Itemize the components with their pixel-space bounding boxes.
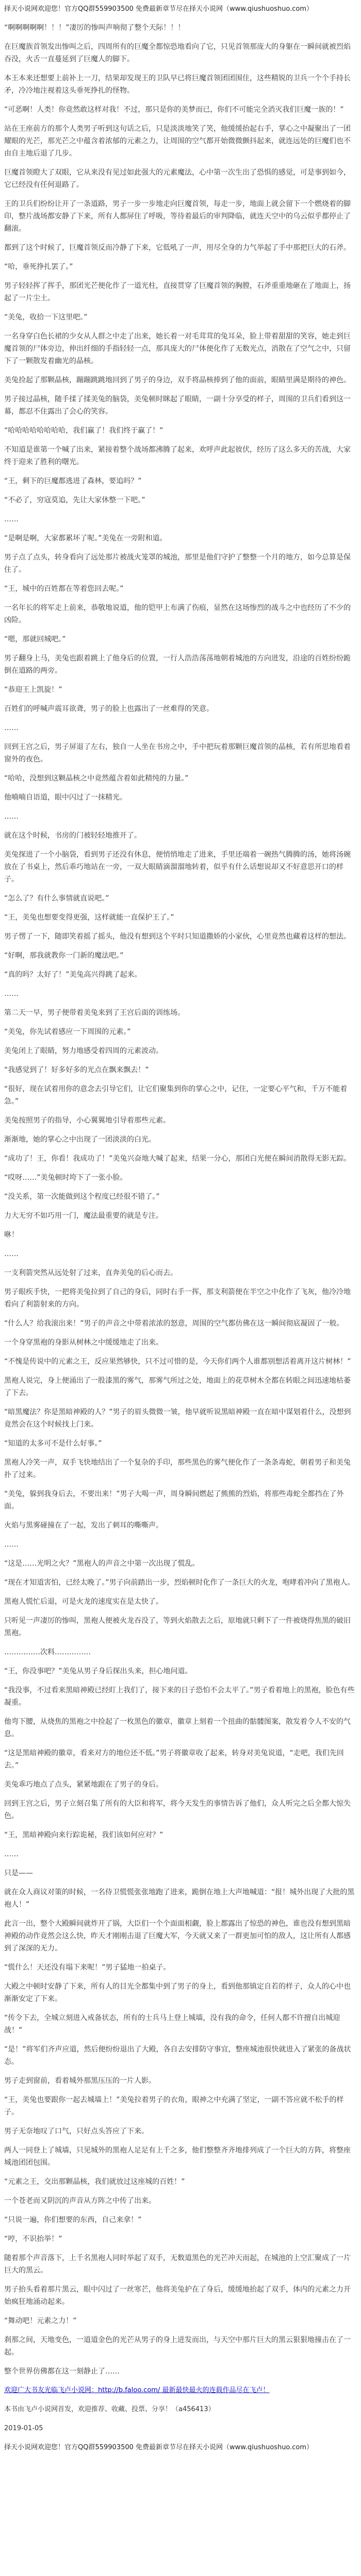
story-paragraph: “哎呀……”美兔顿时垮下了一张小脸。 [4, 1174, 127, 1182]
story-paragraph: 就在这个时候，书房的门被轻轻地推开了。 [4, 832, 141, 840]
story-paragraph: 男子愣了一下，随即笑着摇了摇头，他没有想到这个平时只知道撒娇的小家伙，心里竟然也藏着这样的想法。 [4, 933, 351, 941]
story-paragraph: “元素之王，交出那颗晶核，我们就放过这座城的百姓！” [4, 2178, 185, 2186]
story-paragraph: 一个身穿黑袍的身影从树林之中缓缓地走了出来。 [4, 1338, 163, 1347]
story-paragraph: 一名年长的将军走上前来，恭敬地说道，他的铠甲上布满了伤痕，显然在这场惨烈的战斗之中也经历了不少的凶险。 [4, 604, 351, 624]
story-paragraph: 回到王宫之后，男子屏退了左右，独自一人坐在书房之中，手中把玩着那颗巨魔首领的晶核，若有所思地看着窗外的夜色。 [4, 743, 351, 764]
story-paragraph: “暗黑魔法？你是黑暗神殿的人？”男子的眉头微微一皱，他早就听说黑暗神殿一直在暗中谋划着什么，没想到竟然会在这个时候找上门来。 [4, 1408, 351, 1429]
story-paragraph: “没关系，第一次能做到这个程度已经很不错了。” [4, 1193, 160, 1201]
story-paragraph: 站在王座前方的那个人类男子听到这句话之后，只是淡淡地笑了笑，他缓缓抬起右手，掌心之中凝聚出了一团耀眼的光芒，那光芒之中蕴含着浓郁的元素之力，让周围的空气都开始微微颤抖起来，就连远处的巨魔们也不由自主地后退了几步。 [4, 125, 351, 158]
story-paragraph: “传令下去，全城立刻进入戒备状态，所有的士兵马上登上城墙，没有我的命令，任何人都不许擅自出城迎战！” [4, 2014, 340, 2035]
story-paragraph: 王的卫兵们纷纷让开了一条道路，男子一步一步地走向巨魔首领，每走一步，地面上就会留下一个燃烧着的脚印，整片战场都安静了下来，所有人都屏住了呼吸，等待着最后的审判降临，就连天空中的乌云似乎都停止了翻滚。 [4, 200, 351, 233]
story-paragraph: “不必了，穷寇莫追，先让大家休整一下吧。” [4, 496, 145, 504]
story-paragraph: “怎么了？有什么事情就直说吧。” [4, 894, 109, 903]
story-paragraph: 男子走到窗前，看着城外那黑压压的一片人影。 [4, 2077, 156, 2085]
story-paragraph: “现在才知道害怕，已经太晚了。”男子向前踏出一步，烈焰顿时化作了一条巨大的火龙，咆哮着冲向了黑袍人。 [4, 1579, 355, 1587]
story-paragraph: 都到了这个时候了，巨魔首领反而冷静了下来，它低吼了一声，用尽全身的力气举起了手中那把巨大的石斧。 [4, 244, 351, 252]
story-paragraph: “成功了！王，你看！我成功了！”美兔兴奋地大喊了起来，结果一分心，那团白光便在瞬间消散得无影无踪。 [4, 1155, 351, 1163]
story-paragraph: …… [4, 990, 19, 998]
story-paragraph: 美兔探进了一个小脑袋，看到男子还没有休息，便悄悄地走了进来，手里还端着一碗热气腾腾的汤，她将汤碗放在了书桌上，然后乖巧地站在一旁，一双大眼睛滴溜溜地转着，似乎有什么话想说却又不好意思开口的样子。 [4, 851, 351, 884]
story-paragraph: “好啊，那我就教你一门新的魔法吧。” [4, 952, 124, 960]
story-paragraph: “这是黑暗神殿的徽章，看来对方的地位还不低。”男子将徽章收了起来，转身对美兔说道，“走吧，我们先回去。” [4, 1749, 344, 1770]
story-paragraph: 黑袍人冷笑一声，双手飞快地结出了一个复杂的手印，那些黑色的雾气便化作了一条条毒蛇，朝着男子和美兔扑了过来。 [4, 1459, 351, 1479]
story-paragraph: 随着那个声音落下，上千名黑袍人同时举起了双手，无数道黑色的光芒冲天而起，在城池的上空汇聚成了一片巨大的黑云。 [4, 2254, 351, 2275]
story-paragraph: 男子点了点头，转身看向了远处那片被战火笼罩的城池，那里是他们守护了整整一个月的地方，如今总算是保住了。 [4, 553, 351, 574]
story-paragraph: 男子抬头看着那片黑云，眼中闪过了一丝寒芒，他将美兔护在了身后，缓缓地抬起了双手，体内的元素之力开始疯狂地涌动起来。 [4, 2285, 351, 2306]
story-paragraph: 只听见一声凄厉的惨叫，黑袍人便被火龙吞没了，等到火焰散去之后，原地就只剩下了一件被烧得焦黑的破旧黑袍。 [4, 1617, 351, 1637]
story-paragraph: “我没事，不过看来黑暗神殿已经盯上我们了，接下来的日子恐怕不会太平了。”男子看着地上的黑袍，脸色有些凝重。 [4, 1686, 355, 1707]
story-paragraph: “舞动吧！元素之力！” [4, 2317, 77, 2325]
story-paragraph: “嗯，那就回城吧。” [4, 635, 66, 643]
story-paragraph: 男子轻轻挥了挥手，那团光芒便化作了一道光柱，直接贯穿了巨魔首领的胸膛，石斧重重地砸在了地面上，扬起了一片尘土。 [4, 282, 351, 302]
story-paragraph: “哈哈，没想到这颗晶核之中竟然蕴含着如此精纯的力量。” [4, 774, 189, 783]
story-paragraph: 整个世界仿佛都在这一刻静止了…… [4, 2367, 120, 2376]
story-paragraph: “什么人？给我滚出来！”男子的声音之中带着浓浓的怒意，周围的空气都仿佛在这一瞬间彻底凝固了一般。 [4, 1319, 344, 1328]
story-paragraph: “慌什么！天还没有塌下来呢！”男子猛地一拍桌子。 [4, 1963, 171, 1972]
story-paragraph: “王，你没事吧？”美兔从男子身后探出头来，担心地问道。 [4, 1667, 192, 1675]
story-paragraph: 只是—— [4, 1869, 33, 1877]
story-paragraph: “啊啊啊啊啊！！！”凄厉的惨叫声响彻了整个天际！！！ [4, 24, 185, 32]
story-paragraph: 一支利箭突然从远处射了过来，直奔美兔的后心而去。 [4, 1269, 177, 1277]
story-paragraph: “王，黑暗神殿向来行踪诡秘，我们该如何应对？” [4, 1831, 163, 1839]
story-paragraph: “是！”将军们齐声应道，然后便纷纷退出了大殿，各自去安排防守事宜，整座城池很快就进入了紧张的备战状态。 [4, 2045, 351, 2066]
story-paragraph: “美兔，躲到我身后去，不要出来！”男子大喝一声，周身瞬间燃起了熊熊的烈焰，将那些毒蛇全都挡在了外面。 [4, 1490, 344, 1511]
story-paragraph: 美兔按照男子的指导，小心翼翼地引导着那些元素。 [4, 1116, 170, 1125]
story-paragraph: 咻！ [4, 1231, 19, 1239]
story-paragraph: 不知道是谁第一个喊了出来，紧接着整个战场都沸腾了起来，欢呼声此起彼伏，经历了这么多天的苦战，大家终于迎来了胜利的曙光。 [4, 446, 351, 466]
story-paragraph: “哈，垂死挣扎罢了。” [4, 263, 73, 271]
post-date: 2019-01-05 [4, 2425, 43, 2432]
story-paragraph: “王，剩下的巨魔都逃进了森林，要追吗？” [4, 477, 142, 485]
story-paragraph: “恭迎王上凯旋！” [4, 686, 62, 694]
promo-link[interactable]: 欢迎广大书友光临飞卢小说网：http://b.faloo.com/ 最新最快最火的连载作品尽在飞卢！ [4, 2386, 270, 2394]
story-paragraph: “可恶啊！人类！你竟然敢这样对我！不过，那只是你的美梦而已，你们不可能完全消灭我们巨魔一族的！” [4, 106, 344, 114]
story-paragraph: 力大无穷不如巧用一门，魔法最重要的就是专注。 [4, 1212, 163, 1220]
story-paragraph: “哈哈哈哈哈哈哈哈，我们赢了！我们终于赢了！” [4, 427, 163, 435]
story-paragraph: 本王本来还想要上前补上一刀，结果却发现王的卫队早已将巨魔首领团团围住，这些精锐的卫兵一个个手持长矛，冷冷地注视着这头垂死挣扎的怪物。 [4, 74, 351, 95]
story-paragraph: 巨魔首领瞪大了双眼，它从来没有见过如此强大的元素魔法，心中第一次生出了恐惧的感觉，可是事到如今，它已经没有任何退路了。 [4, 168, 351, 189]
story-paragraph: 在巨魔族首领发出惨叫之后，四周所有的巨魔全都惊恐地看向了它，只见首领那庞大的身躯在一瞬间就被烈焰吞没，火舌一直蔓延到了巨魔人的脚下。 [4, 43, 351, 63]
promo-note: 本书由飞卢小说网首发，欢迎推荐、收藏、投票、分享！（a456413） [4, 2405, 215, 2413]
story-paragraph: 第二天一早，男子便带着美兔来到了王宫后面的训练场。 [4, 1009, 185, 1017]
story-paragraph: 一名身穿白色长裙的少女从人群之中走了出来，她长着一对毛茸茸的兔耳朵，脸上带着甜甜的笑容，她走到巨魔首领的尸体旁边，伸出纤细的手指轻轻一点，那具庞大的尸体便化作了无数光点，消散在了空气之中，只留下了一颗散发着幽光的晶核。 [4, 332, 351, 365]
story-paragraph: 黑袍人慌忙后退，可是火龙的速度实在是太快了。 [4, 1598, 163, 1606]
story-paragraph: 此言一出，整个大殿瞬间就炸开了锅，大臣们一个个面面相觑，脸上都露出了惊恐的神色，谁也没有想到黑暗神殿的动作竟然会这么快，昨天才刚刚击退了巨魔大军，今天就又来了一群更加可怕的敌人，这让所有人都感到了深深的无力。 [4, 1920, 351, 1953]
story-paragraph: 男子翻身上马，美兔也跟着跳上了他身后的位置，一行人浩浩荡荡地朝着城池的方向进发，沿途的百姓纷纷跪倒在道路的两旁。 [4, 654, 351, 675]
story-paragraph: 回到王宫之后，男子立刻召集了所有的大臣和将军，将今天发生的事情告诉了他们，众人听完之后全都大惊失色。 [4, 1800, 351, 1820]
story-paragraph: ……………次料…………… [4, 1648, 91, 1656]
chapter-body [4, 22, 357, 2378]
story-paragraph: “是啊是啊，大家都累坏了呢。”美兔在一旁附和道。 [4, 534, 167, 543]
story-paragraph: “只说一遍，你们想要的东西，自己来拿！” [4, 2216, 142, 2224]
story-paragraph: 男子接过晶核，随手揉了揉美兔的脑袋，美兔顿时眯起了眼睛，一副十分享受的样子，周围的卫兵们看到这一幕，都忍不住露出了会心的笑容。 [4, 395, 351, 416]
story-paragraph: 美兔乖巧地点了点头，紧紧地跟在了男子的身后。 [4, 1781, 163, 1789]
story-paragraph: 美兔捡起了那颗晶核，蹦蹦跳跳地回到了男子的身边，双手将晶核捧到了他的面前，眼睛里满是期待的神色。 [4, 376, 351, 384]
story-paragraph: 渐渐地，她的掌心之中出现了一团淡淡的白光。 [4, 1136, 156, 1144]
site-banner-bottom: 择天小说网欢迎您！官方QQ群559903500 免费最新章节尽在择天小说网（www.qiushuoshuo.com） [4, 2444, 314, 2451]
story-paragraph: “我感觉到了！好多好多的光点在飘来飘去！” [4, 1066, 149, 1074]
story-paragraph: “这是……光明之火？”黑袍人的声音之中第一次出现了慌乱。 [4, 1560, 200, 1568]
story-paragraph: …… [4, 812, 19, 821]
story-paragraph: 一个苍老而又阴沉的声音从方阵之中传了出来。 [4, 2197, 156, 2205]
story-paragraph: 火焰与黑雾碰撞在了一起，发出了刺耳的嘶嘶声。 [4, 1521, 163, 1530]
story-paragraph: “王，城中的百姓都在等着您回去呢。” [4, 585, 124, 593]
story-paragraph: 男子眼疾手快，一把将美兔拉到了自己的身后，同时右手一挥，那支利箭便在半空之中化作了飞灰，他冷冷地看向了利箭射来的方向。 [4, 1288, 351, 1309]
story-paragraph: 他弯下腰，从烧焦的黑袍之中捡起了一枚黑色的徽章，徽章上刻着一个扭曲的骷髅图案，散发着令人不安的气息。 [4, 1718, 351, 1738]
story-paragraph: “美兔，收拾一下这里吧。” [4, 313, 88, 321]
story-paragraph: “王，美兔也想要变得更强，这样就能一直保护王了。” [4, 913, 174, 922]
story-paragraph: …… [4, 1540, 19, 1549]
story-paragraph: …… [4, 1850, 19, 1858]
story-paragraph: …… [4, 724, 19, 732]
story-paragraph: …… [4, 1250, 19, 1258]
story-paragraph: “不愧是传说中的元素之王，反应果然够快，只不过可惜的是，今天你们两个人谁都别想活着离开这片树林！” [4, 1358, 351, 1366]
story-paragraph: 百姓们的呼喊声震耳欲聋，男子的脸上也露出了一丝难得的笑意。 [4, 705, 214, 713]
story-paragraph: 大殿之中顿时安静了下来，所有人的目光全都集中到了男子的身上，看到他那镇定自若的样子，众人的心中也渐渐安定了下来。 [4, 1982, 351, 2003]
story-paragraph: 刹那之间，天地变色，一道道金色的光芒从男子的身上迸发而出，与天空中那片巨大的黑云狠狠地撞击在了一起。 [4, 2336, 351, 2357]
story-paragraph: 男子无奈地叹了口气，只好点头答应了下来。 [4, 2127, 149, 2136]
story-paragraph: “真的吗？太好了！”美兔高兴得跳了起来。 [4, 971, 142, 979]
site-banner-top: 择天小说网欢迎您！官方QQ群559903500 免费最新章节尽在择天小说网（www.qiushuoshuo.com） [4, 5, 314, 13]
story-paragraph: 黑袍人说完，身上便涌出了一股漆黑的雾气，那雾气所过之处，地面上的花草树木全都在转眼之间迅速地枯萎了下去。 [4, 1377, 351, 1397]
story-paragraph: …… [4, 515, 19, 523]
story-paragraph: 美兔闭上了眼睛，努力地感受着四周的元素波动。 [4, 1047, 163, 1055]
story-paragraph: 他喃喃自语道，眼中闪过了一抹精光。 [4, 793, 127, 802]
story-paragraph: “哼，不识抬举！” [4, 2235, 62, 2243]
story-paragraph: “王，美兔也要跟你一起去城墙上！”美兔拉着男子的衣角，眼神之中充满了坚定，一副不答应就不松手的样子。 [4, 2096, 344, 2116]
story-paragraph: “很好，现在试着用你的意念去引导它们，让它们聚集到你的掌心之中，记住，一定要心平气和，千万不能着急。” [4, 1085, 348, 1106]
story-paragraph: “知道的太多可不是什么好事。” [4, 1439, 102, 1448]
promo-line [4, 2384, 357, 2397]
story-paragraph: 就在众人商议对策的时候，一名侍卫慌慌张张地跑了进来，跪倒在地上大声地喊道：“报！城外出现了大批的黑袍人！” [4, 1888, 355, 1909]
story-paragraph: “美兔，你先试着感应一下周围的元素。” [4, 1028, 131, 1036]
story-paragraph: 两人一同登上了城墙，只见城外的黑袍人足足有上千之多，他们整整齐齐地排列成了一个巨大的方阵，将整座城池团团包围。 [4, 2146, 351, 2167]
